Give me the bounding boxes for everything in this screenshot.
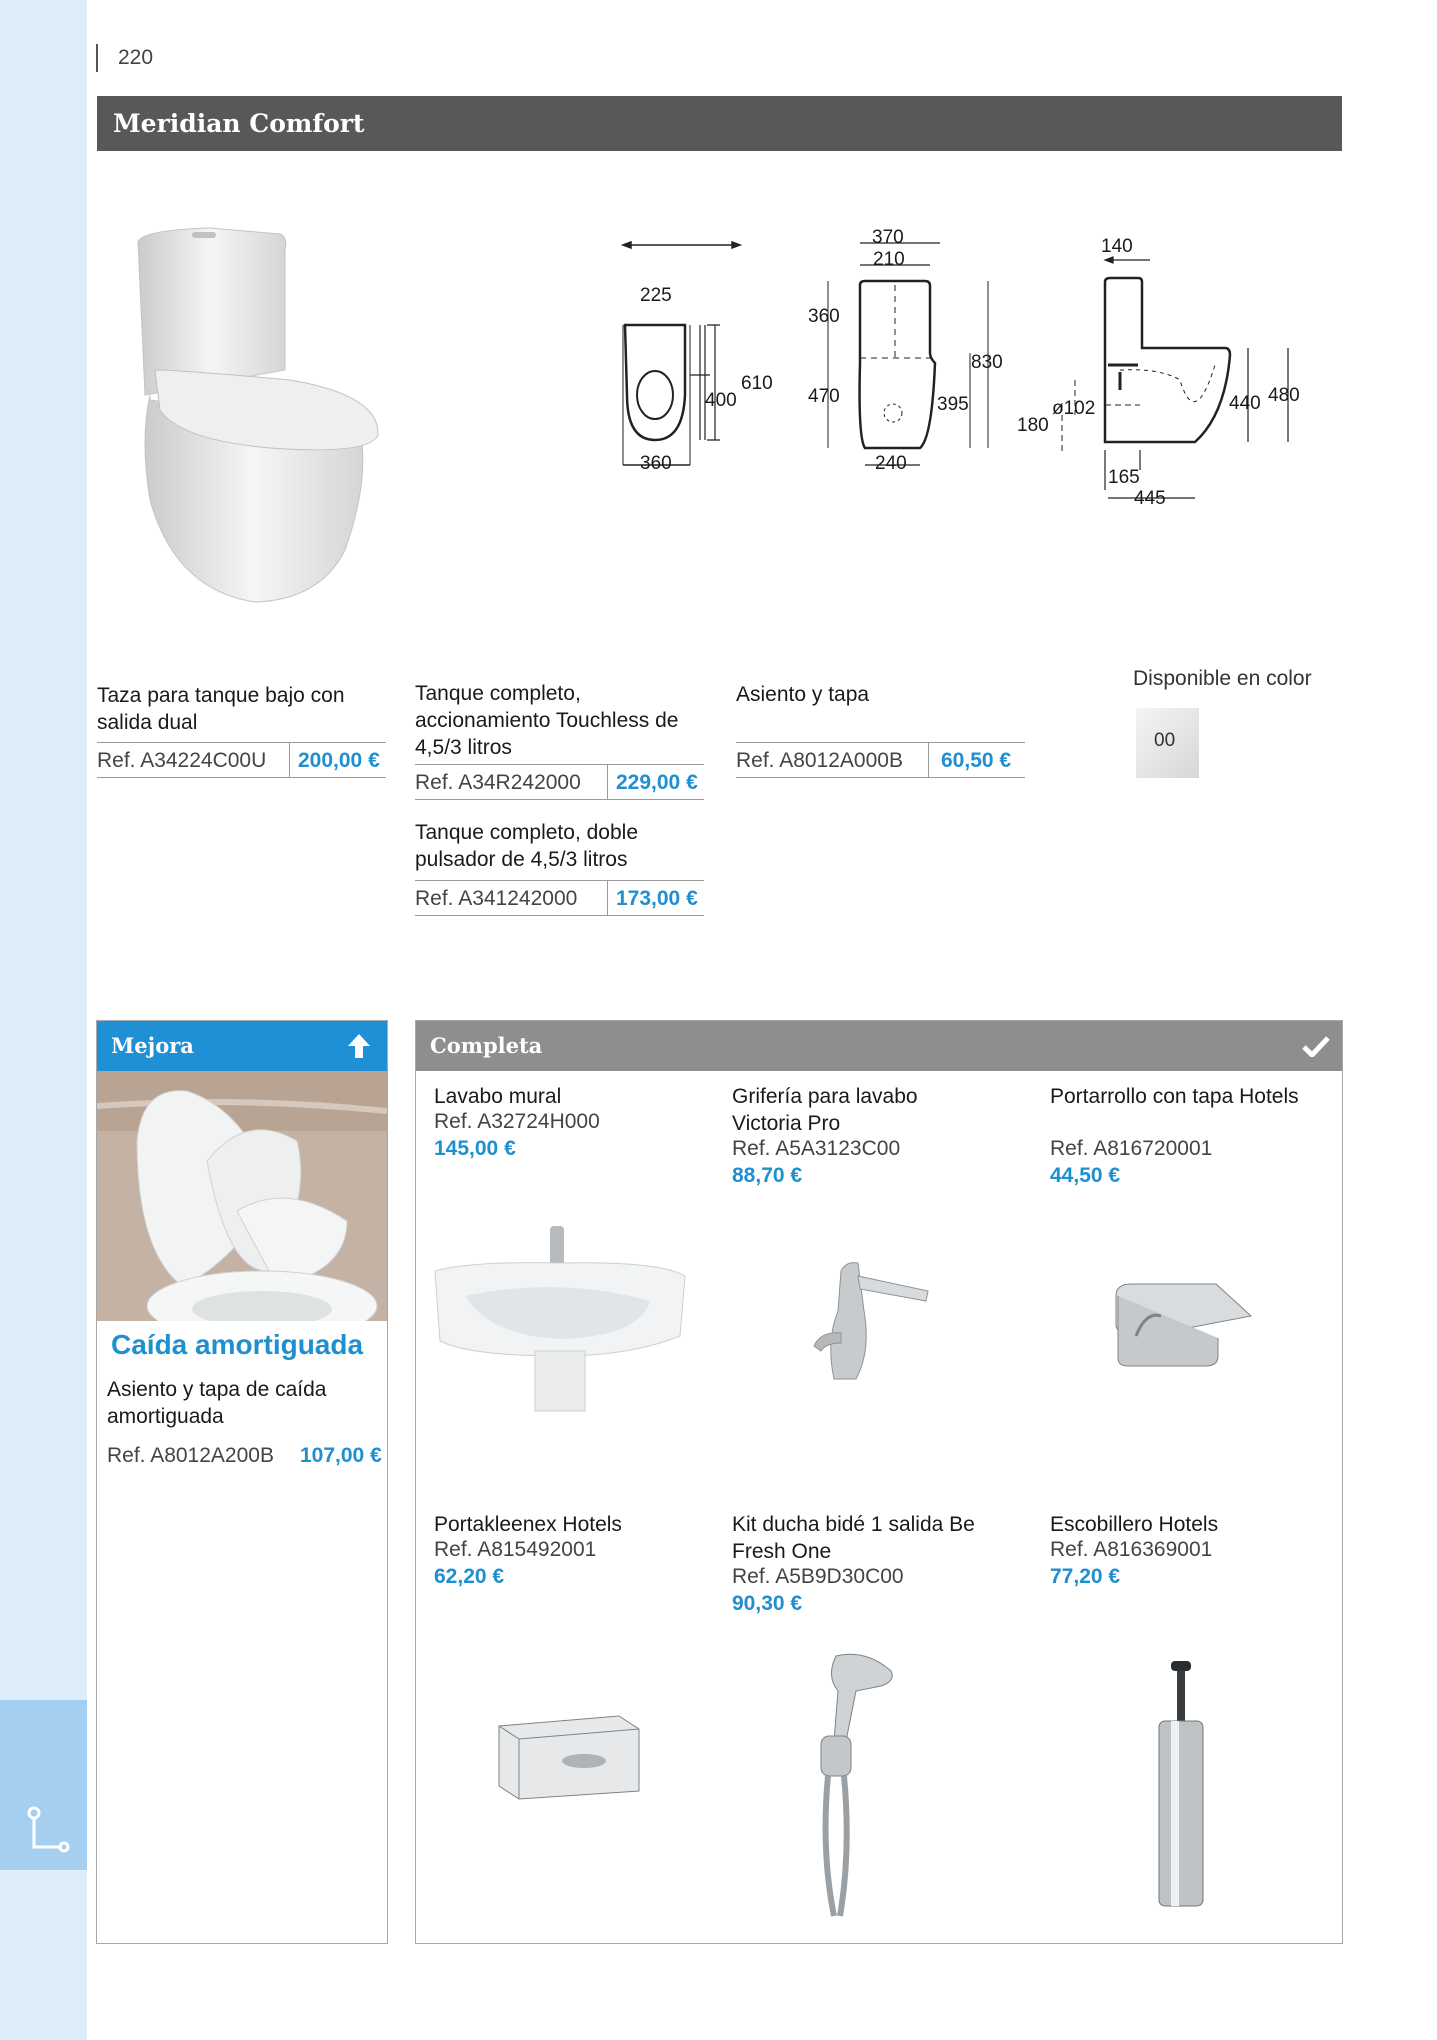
dim-base-depth: 240 [875,453,907,474]
item-name-tissue-box: Portakleenex Hotels [434,1513,622,1536]
dim-outlet-height-profile: 180 [1017,415,1049,436]
side-view-drawing [820,233,995,478]
item-ref-faucet: Ref. A5A3123C00 [732,1137,901,1160]
dim-tank-height: 360 [808,306,840,327]
dim-height-outer: 610 [741,373,773,394]
dim-depth-tank: 210 [873,249,905,270]
item-name-bidet-shower: Kit ducha bidé 1 salida Be Fresh One [732,1513,975,1563]
ref-divider [607,765,608,799]
product-price: 200,00 € [298,749,380,772]
product-ref: Ref. A34R242000 [415,771,581,794]
product-ref: Ref. A8012A000B [736,749,903,772]
dim-bowl-height: 470 [808,386,840,407]
item-price-washbasin: 145,00 € [434,1137,516,1160]
color-availability-label: Disponible en color [1133,667,1312,690]
dim-profile-depth: 445 [1134,488,1166,509]
product-ref: Ref. A34224C00U [97,749,267,772]
check-icon [1302,1035,1330,1057]
dim-width-top: 225 [640,285,672,306]
item-name-toilet-brush: Escobillero Hotels [1050,1513,1219,1536]
product-name-seat: Asiento y tapa [736,683,870,706]
page-number-divider [96,44,98,72]
ref-divider [928,743,929,777]
product-ref-row-bowl [97,742,386,778]
mejora-product-price: 107,00 € [300,1444,382,1467]
ref-divider [607,881,608,915]
front-view-drawing [615,225,750,480]
grab-bar-icon [26,1805,70,1855]
tissue-box-photo [494,1711,644,1801]
bidet-shower-photo [796,1651,906,1921]
item-price-bidet-shower: 90,30 € [732,1592,803,1615]
product-ref-row-tank-touchless [415,764,704,800]
dim-wall-distance: 165 [1108,467,1140,488]
mejora-product-name: Asiento y tapa de caída amortiguada [107,1378,327,1428]
page-number: 220 [118,46,154,69]
color-code: 00 [1154,730,1176,751]
item-name-washbasin: Lavabo mural [434,1085,562,1108]
item-price-toilet-brush: 77,20 € [1050,1565,1121,1588]
product-name-tank-dual: Tanque completo, doble pulsador de 4,5/3 litros [415,821,638,871]
item-price-faucet: 88,70 € [732,1164,803,1187]
toilet-brush-photo [1151,1661,1211,1911]
dim-width-bottom: 360 [640,453,672,474]
item-price-toilet-roll-holder: 44,50 € [1050,1164,1121,1187]
product-ref-row-tank-dual [415,880,704,916]
arrow-up-icon [347,1033,371,1059]
completa-box [415,1020,1343,1944]
product-name-bowl: Taza para tanque bajo con salida dual [97,684,345,734]
color-swatch[interactable] [1136,708,1199,778]
dim-seat-height: 440 [1229,393,1261,414]
product-price: 60,50 € [941,749,1012,772]
dim-height-inner: 400 [705,390,737,411]
product-price: 173,00 € [616,887,698,910]
ref-divider [289,743,290,777]
faucet-photo [796,1251,936,1391]
item-ref-tissue-box: Ref. A815492001 [434,1538,597,1561]
item-ref-bidet-shower: Ref. A5B9D30C00 [732,1565,904,1588]
toilet-photo [120,220,390,610]
dim-outlet-height: 395 [937,394,969,415]
dim-depth-top: 370 [872,227,904,248]
item-price-tissue-box: 62,20 € [434,1565,505,1588]
dim-profile-tank: 140 [1101,236,1133,257]
mejora-box [96,1020,388,1944]
toilet-roll-holder-photo [1106,1266,1256,1376]
completa-header [416,1021,1342,1071]
product-ref: Ref. A341242000 [415,887,578,910]
dim-bowl-top-height: 480 [1268,385,1300,406]
item-ref-washbasin: Ref. A32724H000 [434,1110,600,1133]
mejora-header [97,1021,387,1071]
product-name-tank-touchless: Tanque completo, accionamiento Touchless de 4,5/3 litros [415,682,679,759]
mejora-header-label: Mejora [111,1033,194,1058]
mejora-feature-title: Caída amortiguada [111,1329,364,1360]
product-price: 229,00 € [616,771,698,794]
section-title-bar [97,96,1342,151]
dim-outlet-diameter: ø102 [1052,398,1096,419]
item-name-faucet: Grifería para lavabo Victoria Pro [732,1085,918,1135]
product-ref-row-seat [736,742,1025,778]
washbasin-photo [430,1221,690,1421]
item-ref-toilet-brush: Ref. A816369001 [1050,1538,1213,1561]
section-title: Meridian Comfort [113,109,365,138]
profile-view-drawing [1020,240,1310,500]
dim-total-height: 830 [971,352,1003,373]
item-ref-toilet-roll-holder: Ref. A816720001 [1050,1137,1213,1160]
item-name-toilet-roll-holder: Portarrollo con tapa Hotels [1050,1085,1299,1108]
mejora-product-ref: Ref. A8012A200B [107,1444,274,1467]
completa-header-label: Completa [430,1033,543,1058]
soft-close-seat-photo [97,1071,387,1321]
